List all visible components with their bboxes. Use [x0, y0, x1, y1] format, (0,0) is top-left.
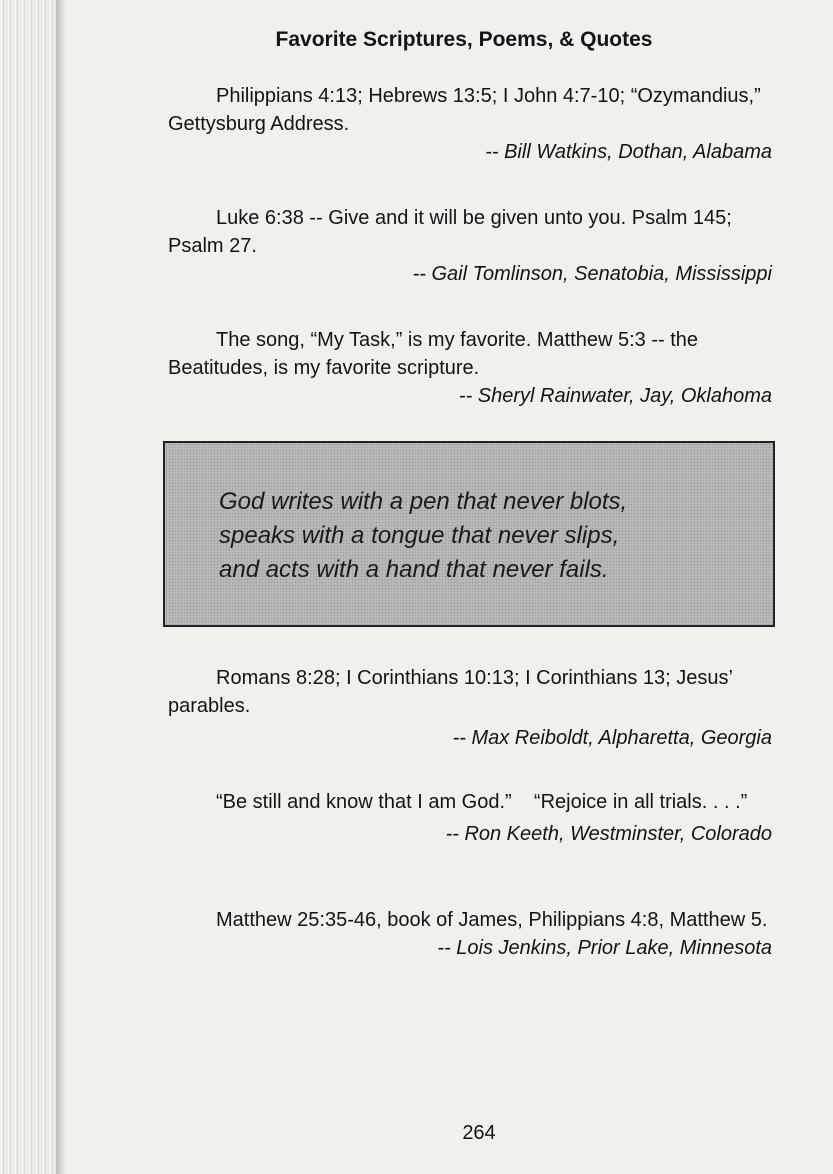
entry-watkins: [168, 82, 772, 166]
entry-text: Philippians 4:13; Hebrews 13:5; I John 4:7-10; “Ozymandius,” Gettysburg Address.: [168, 85, 761, 135]
entry-text: The song, “My Task,” is my favorite. Matthew 5:3 -- the Beatitudes, is my favorite scripture.: [168, 329, 699, 379]
entry-jenkins: [168, 906, 772, 962]
entry-signature: -- Ron Keeth, Westminster, Colorado: [445, 823, 772, 845]
entry-signature: -- Bill Watkins, Dothan, Alabama: [485, 141, 772, 163]
quote-line-2: speaks with a tongue that never slips,: [219, 522, 620, 549]
entry-text: “Be still and know that I am God.” “Rejoice in all trials. . . .”: [216, 791, 748, 813]
entry-signature: -- Sheryl Rainwater, Jay, Oklahoma: [458, 385, 772, 407]
entry-text: Matthew 25:35-46, book of James, Philippians 4:8, Matthew 5.: [216, 909, 768, 931]
quote-line-1: God writes with a pen that never blots,: [219, 488, 628, 515]
entry-signature: -- Gail Tomlinson, Senatobia, Mississippi: [412, 263, 772, 285]
entry-text: Romans 8:28; I Corinthians 10:13; I Corinthians 13; Jesus’ parables.: [168, 667, 733, 717]
quote-box: [163, 441, 775, 627]
page-title: Favorite Scriptures, Poems, & Quotes: [275, 28, 653, 51]
entry-tomlinson: [168, 204, 772, 288]
page-number: 264: [462, 1122, 496, 1144]
entry-keeth: [168, 788, 772, 848]
entry-text: Luke 6:38 -- Give and it will be given unto you. Psalm 145; Psalm 27.: [168, 207, 732, 257]
entry-signature: -- Lois Jenkins, Prior Lake, Minnesota: [437, 937, 772, 959]
entry-signature: -- Max Reiboldt, Alpharetta, Georgia: [452, 727, 772, 749]
quote-text: [219, 485, 759, 587]
entry-reiboldt: [168, 664, 772, 752]
quote-line-3: and acts with a hand that never fails.: [219, 556, 609, 583]
entry-rainwater: [168, 326, 772, 410]
